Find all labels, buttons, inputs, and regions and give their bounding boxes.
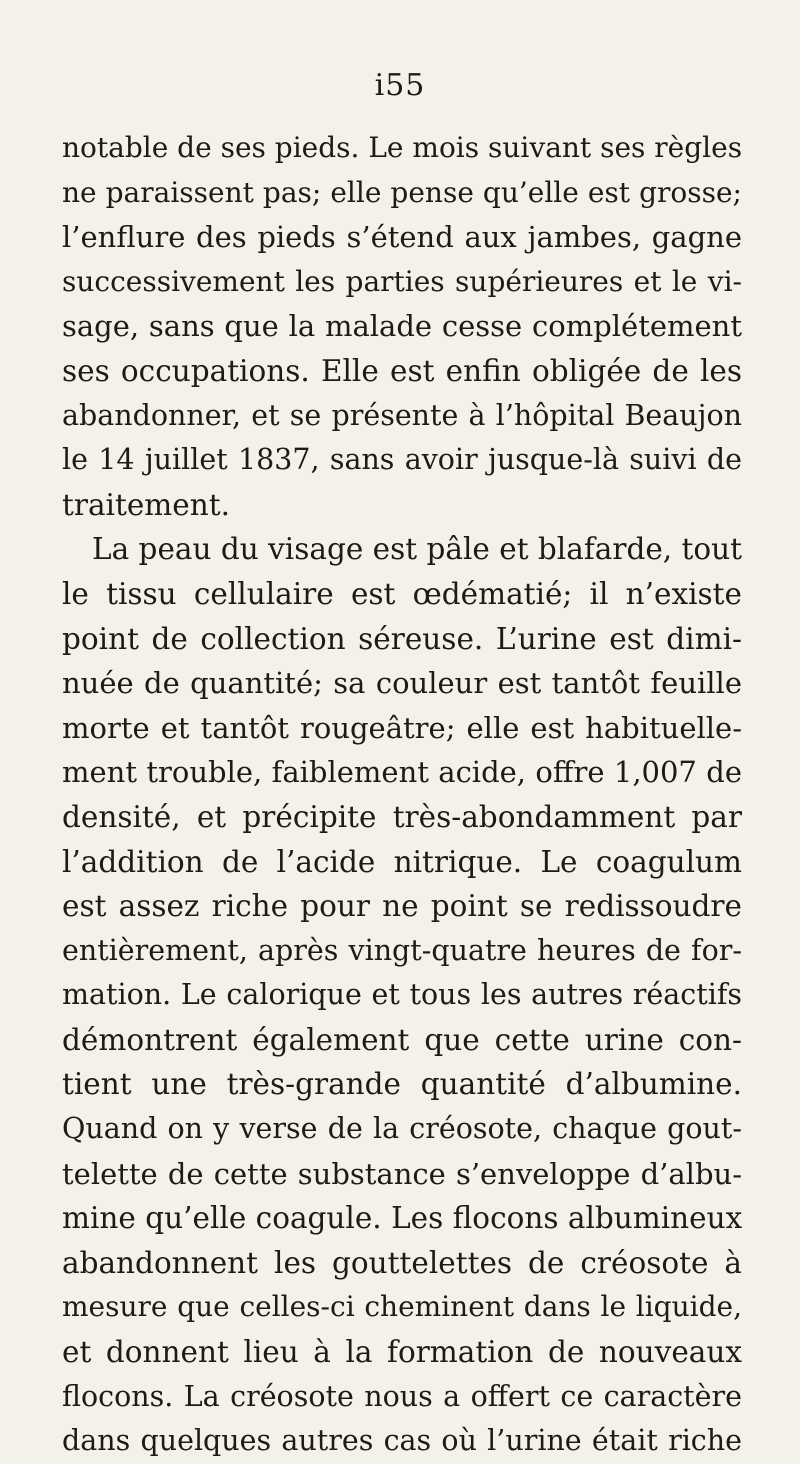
text-line: démontrent également que cette urine con-	[62, 1022, 742, 1057]
text-line: le tissu cellulaire est œdématié; il n’existe	[62, 576, 742, 611]
text-line: tient une très-grande quantité d’albumine.	[62, 1067, 742, 1102]
text-line: est assez riche pour ne point se redissoudre	[62, 889, 742, 924]
text-line: mine qu’elle coagule. Les flocons albumineux	[62, 1201, 743, 1236]
text-line: La peau du visage est pâle et blafarde, tout	[92, 532, 743, 567]
text-line: ses occupations. Elle est enfin obligée de les	[62, 353, 742, 388]
text-line: ment trouble, faiblement acide, offre 1,007 de	[62, 755, 742, 790]
text-line: abandonner, et se présente à l’hôpital Beaujon	[62, 398, 742, 432]
text-line: entièrement, après vingt-quatre heures de for-	[62, 933, 742, 967]
text-line: mesure que celles-ci cheminent dans le liquide,	[62, 1290, 742, 1324]
text-line: traitement.	[62, 487, 230, 522]
text-line: l’enflure des pieds s’étend aux jambes, gagne	[62, 220, 742, 255]
text-line: nuée de quantité; sa couleur est tantôt feuille	[62, 666, 742, 701]
page-number: i55	[374, 68, 426, 103]
text-line: abandonnent les gouttelettes de créosote à	[62, 1245, 742, 1280]
text-line: densité, et précipite très-abondamment par	[62, 799, 742, 834]
body-text	[62, 126, 742, 1464]
text-line: dans quelques autres cas où l’urine était riche	[62, 1424, 742, 1458]
text-line: notable de ses pieds. Le mois suivant ses règles	[62, 131, 743, 164]
text-line: sage, sans que la malade cesse complétement	[62, 309, 742, 344]
text-line: l’addition de l’acide nitrique. Le coagulum	[62, 844, 742, 879]
text-line: morte et tantôt rougeâtre; elle est habituelle-	[62, 710, 742, 745]
text-line: ne paraissent pas; elle pense qu’elle est grosse;	[62, 175, 742, 209]
text-line: point de collection séreuse. L’urine est dimi-	[62, 621, 742, 656]
text-line: telette de cette substance s’enveloppe d’albu-	[62, 1156, 742, 1191]
text-line: flocons. La créosote nous a offert ce caractère	[62, 1379, 742, 1413]
text-line: et donnent lieu à la formation de nouveaux	[62, 1335, 742, 1370]
text-line: mation. Le calorique et tous les autres réactifs	[62, 978, 742, 1012]
text-line: Quand on y verse de la créosote, chaque gout-	[62, 1112, 742, 1146]
text-line: successivement les parties supérieures et le vi-	[62, 264, 742, 298]
text-line: le 14 juillet 1837, sans avoir jusque-là suivi de	[62, 443, 742, 477]
